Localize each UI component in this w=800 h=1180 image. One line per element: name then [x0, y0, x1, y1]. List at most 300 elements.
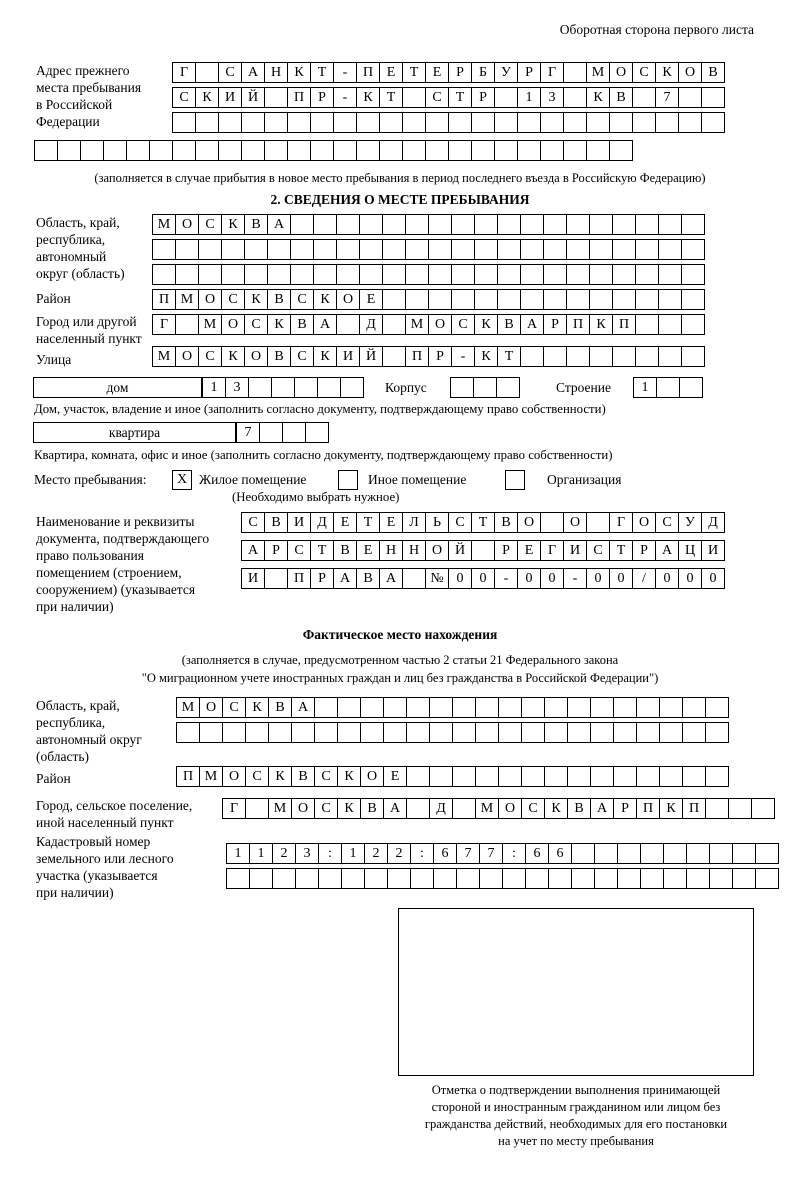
form-cell[interactable] [497, 289, 521, 310]
form-cell[interactable] [336, 239, 360, 260]
form-cell[interactable] [451, 239, 475, 260]
form-cell[interactable] [732, 843, 756, 864]
form-cell[interactable]: 6 [525, 843, 549, 864]
form-cell[interactable] [294, 377, 318, 398]
form-cell[interactable] [429, 766, 453, 787]
form-cell[interactable] [686, 843, 710, 864]
form-cell[interactable] [471, 140, 495, 161]
form-cell[interactable] [452, 798, 476, 819]
form-cell[interactable] [221, 264, 245, 285]
form-cell[interactable] [313, 239, 337, 260]
form-cell[interactable] [244, 264, 268, 285]
form-cell[interactable]: К [287, 62, 311, 83]
form-cell[interactable] [705, 697, 729, 718]
form-cell[interactable] [475, 722, 499, 743]
form-cell[interactable]: В [356, 568, 380, 589]
form-cell[interactable]: 7 [655, 87, 679, 108]
form-cell[interactable]: С [314, 798, 338, 819]
form-cell[interactable]: Р [494, 540, 518, 561]
form-cell[interactable] [333, 112, 357, 133]
form-cell[interactable] [473, 377, 497, 398]
form-cell[interactable] [705, 722, 729, 743]
form-cell[interactable] [176, 722, 200, 743]
form-cell[interactable]: 6 [548, 843, 572, 864]
form-cell[interactable] [544, 766, 568, 787]
form-cell[interactable] [682, 722, 706, 743]
stay-type-organization-checkbox[interactable] [505, 470, 525, 490]
form-cell[interactable] [502, 868, 526, 889]
form-cell[interactable] [451, 289, 475, 310]
form-cell[interactable] [341, 868, 365, 889]
form-cell[interactable] [336, 314, 360, 335]
form-cell[interactable] [222, 722, 246, 743]
form-cell[interactable]: Е [383, 766, 407, 787]
form-cell[interactable]: В [701, 62, 725, 83]
form-cell[interactable] [359, 239, 383, 260]
form-cell[interactable]: И [563, 540, 587, 561]
form-cell[interactable] [245, 722, 269, 743]
form-cell[interactable]: С [632, 62, 656, 83]
form-cell[interactable] [295, 868, 319, 889]
form-cell[interactable] [540, 140, 564, 161]
form-cell[interactable] [681, 314, 705, 335]
form-cell[interactable] [406, 722, 430, 743]
form-cell[interactable] [681, 239, 705, 260]
form-cell[interactable]: Т [448, 87, 472, 108]
form-cell[interactable]: В [268, 697, 292, 718]
form-cell[interactable] [498, 697, 522, 718]
form-cell[interactable]: К [474, 314, 498, 335]
form-cell[interactable]: Т [402, 62, 426, 83]
form-cell[interactable] [497, 214, 521, 235]
form-cell[interactable]: - [494, 568, 518, 589]
form-cell[interactable]: О [222, 766, 246, 787]
form-cell[interactable] [494, 112, 518, 133]
form-cell[interactable]: С [425, 87, 449, 108]
form-cell[interactable] [382, 214, 406, 235]
form-cell[interactable] [705, 798, 729, 819]
form-cell[interactable]: А [655, 540, 679, 561]
form-cell[interactable] [681, 346, 705, 367]
form-cell[interactable] [566, 289, 590, 310]
form-cell[interactable] [640, 868, 664, 889]
form-cell[interactable] [471, 540, 495, 561]
form-cell[interactable]: / [632, 568, 656, 589]
city-row[interactable] [152, 314, 704, 335]
form-cell[interactable]: Р [543, 314, 567, 335]
form-cell[interactable]: Е [379, 512, 403, 533]
form-cell[interactable] [589, 264, 613, 285]
form-cell[interactable]: 3 [295, 843, 319, 864]
form-cell[interactable] [656, 377, 680, 398]
form-cell[interactable]: О [291, 798, 315, 819]
form-cell[interactable] [655, 112, 679, 133]
form-cell[interactable] [755, 843, 779, 864]
form-cell[interactable] [517, 140, 541, 161]
form-cell[interactable] [613, 697, 637, 718]
stroenie-cells[interactable] [633, 377, 702, 398]
form-cell[interactable] [612, 214, 636, 235]
form-cell[interactable] [267, 239, 291, 260]
form-cell[interactable] [271, 377, 295, 398]
form-cell[interactable] [475, 766, 499, 787]
prev-address-row-2[interactable] [172, 87, 724, 108]
form-cell[interactable]: О [175, 346, 199, 367]
form-cell[interactable]: А [241, 62, 265, 83]
form-cell[interactable] [474, 289, 498, 310]
form-cell[interactable] [425, 112, 449, 133]
cadastral-row-2[interactable] [226, 868, 778, 889]
form-cell[interactable]: О [678, 62, 702, 83]
form-cell[interactable] [563, 112, 587, 133]
form-cell[interactable]: К [589, 314, 613, 335]
form-cell[interactable] [525, 868, 549, 889]
form-cell[interactable] [336, 264, 360, 285]
form-cell[interactable] [543, 239, 567, 260]
form-cell[interactable] [282, 422, 306, 443]
form-cell[interactable] [635, 264, 659, 285]
form-cell[interactable] [563, 62, 587, 83]
prev-address-row-4[interactable] [34, 140, 632, 161]
form-cell[interactable] [681, 214, 705, 235]
form-cell[interactable]: 0 [540, 568, 564, 589]
form-cell[interactable]: 1 [226, 843, 250, 864]
form-cell[interactable] [701, 87, 725, 108]
form-cell[interactable]: Д [359, 314, 383, 335]
form-cell[interactable]: Б [471, 62, 495, 83]
form-cell[interactable]: 0 [448, 568, 472, 589]
form-cell[interactable]: К [337, 766, 361, 787]
form-cell[interactable] [612, 289, 636, 310]
form-cell[interactable] [678, 112, 702, 133]
form-cell[interactable] [567, 697, 591, 718]
form-cell[interactable] [359, 214, 383, 235]
form-cell[interactable] [356, 112, 380, 133]
form-cell[interactable] [290, 239, 314, 260]
form-cell[interactable]: К [313, 289, 337, 310]
form-cell[interactable] [681, 264, 705, 285]
form-cell[interactable]: О [244, 346, 268, 367]
form-cell[interactable]: О [198, 289, 222, 310]
form-cell[interactable] [496, 377, 520, 398]
form-cell[interactable] [313, 214, 337, 235]
form-cell[interactable] [450, 377, 474, 398]
form-cell[interactable] [589, 346, 613, 367]
stay-type-other-checkbox[interactable] [338, 470, 358, 490]
form-cell[interactable]: С [198, 214, 222, 235]
form-cell[interactable]: В [567, 798, 591, 819]
form-cell[interactable]: - [451, 346, 475, 367]
form-cell[interactable] [429, 697, 453, 718]
form-cell[interactable]: В [360, 798, 384, 819]
form-cell[interactable]: 0 [517, 568, 541, 589]
form-cell[interactable] [448, 112, 472, 133]
form-cell[interactable] [406, 798, 430, 819]
form-cell[interactable]: 0 [586, 568, 610, 589]
form-cell[interactable]: 0 [655, 568, 679, 589]
form-cell[interactable]: 0 [609, 568, 633, 589]
form-cell[interactable] [383, 697, 407, 718]
form-cell[interactable] [636, 722, 660, 743]
form-cell[interactable]: 0 [471, 568, 495, 589]
form-cell[interactable]: О [175, 214, 199, 235]
form-cell[interactable]: О [632, 512, 656, 533]
form-cell[interactable] [318, 868, 342, 889]
document-row-1[interactable] [241, 512, 724, 533]
form-cell[interactable] [314, 697, 338, 718]
form-cell[interactable]: 7 [236, 422, 260, 443]
form-cell[interactable]: М [176, 697, 200, 718]
form-cell[interactable]: К [659, 798, 683, 819]
form-cell[interactable]: О [498, 798, 522, 819]
form-cell[interactable] [590, 766, 614, 787]
form-cell[interactable] [218, 140, 242, 161]
form-cell[interactable]: П [287, 87, 311, 108]
form-cell[interactable] [521, 722, 545, 743]
actual-region-row-1[interactable] [176, 697, 728, 718]
form-cell[interactable]: С [290, 289, 314, 310]
form-cell[interactable] [474, 239, 498, 260]
form-cell[interactable]: А [520, 314, 544, 335]
form-cell[interactable]: Л [402, 512, 426, 533]
form-cell[interactable] [245, 798, 269, 819]
form-cell[interactable] [267, 264, 291, 285]
form-cell[interactable] [679, 377, 703, 398]
form-cell[interactable] [566, 214, 590, 235]
form-cell[interactable] [244, 239, 268, 260]
form-cell[interactable] [402, 87, 426, 108]
form-cell[interactable]: С [314, 766, 338, 787]
house-cells[interactable] [202, 377, 363, 398]
form-cell[interactable]: Н [379, 540, 403, 561]
form-cell[interactable] [402, 568, 426, 589]
form-cell[interactable] [709, 868, 733, 889]
form-cell[interactable]: М [405, 314, 429, 335]
form-cell[interactable]: К [221, 346, 245, 367]
form-cell[interactable] [364, 868, 388, 889]
form-cell[interactable] [340, 377, 364, 398]
form-cell[interactable] [520, 264, 544, 285]
form-cell[interactable] [305, 422, 329, 443]
form-cell[interactable]: М [268, 798, 292, 819]
form-cell[interactable] [405, 239, 429, 260]
form-cell[interactable] [172, 112, 196, 133]
form-cell[interactable] [566, 346, 590, 367]
form-cell[interactable] [402, 112, 426, 133]
form-cell[interactable]: Д [429, 798, 453, 819]
form-cell[interactable] [594, 843, 618, 864]
prev-address-row-1[interactable] [172, 62, 724, 83]
form-cell[interactable]: Е [359, 289, 383, 310]
form-cell[interactable]: 3 [540, 87, 564, 108]
form-cell[interactable]: Н [264, 62, 288, 83]
form-cell[interactable] [543, 214, 567, 235]
form-cell[interactable] [567, 766, 591, 787]
form-cell[interactable] [682, 697, 706, 718]
form-cell[interactable]: В [267, 346, 291, 367]
form-cell[interactable]: П [682, 798, 706, 819]
form-cell[interactable] [172, 140, 196, 161]
form-cell[interactable] [589, 239, 613, 260]
form-cell[interactable]: С [521, 798, 545, 819]
form-cell[interactable] [705, 766, 729, 787]
form-cell[interactable] [291, 722, 315, 743]
form-cell[interactable]: 1 [341, 843, 365, 864]
form-cell[interactable] [544, 697, 568, 718]
form-cell[interactable] [428, 264, 452, 285]
form-cell[interactable]: С [218, 62, 242, 83]
form-cell[interactable] [382, 314, 406, 335]
form-cell[interactable]: К [267, 314, 291, 335]
form-cell[interactable]: М [198, 314, 222, 335]
form-cell[interactable]: А [383, 798, 407, 819]
form-cell[interactable]: Р [517, 62, 541, 83]
form-cell[interactable]: А [241, 540, 265, 561]
form-cell[interactable]: Р [428, 346, 452, 367]
form-cell[interactable]: У [678, 512, 702, 533]
form-cell[interactable] [686, 868, 710, 889]
form-cell[interactable] [337, 722, 361, 743]
form-cell[interactable] [479, 868, 503, 889]
form-cell[interactable] [382, 239, 406, 260]
form-cell[interactable]: Р [310, 568, 334, 589]
form-cell[interactable] [218, 112, 242, 133]
form-cell[interactable] [264, 87, 288, 108]
form-cell[interactable]: К [195, 87, 219, 108]
form-cell[interactable] [264, 568, 288, 589]
form-cell[interactable]: Е [425, 62, 449, 83]
form-cell[interactable]: С [244, 314, 268, 335]
form-cell[interactable] [264, 112, 288, 133]
form-cell[interactable]: С [172, 87, 196, 108]
form-cell[interactable] [317, 377, 341, 398]
form-cell[interactable] [195, 112, 219, 133]
form-cell[interactable] [609, 112, 633, 133]
form-cell[interactable] [617, 868, 641, 889]
form-cell[interactable]: К [221, 214, 245, 235]
form-cell[interactable] [405, 289, 429, 310]
form-cell[interactable]: 1 [517, 87, 541, 108]
region-row-2[interactable] [152, 239, 704, 260]
form-cell[interactable] [663, 843, 687, 864]
form-cell[interactable] [405, 214, 429, 235]
form-cell[interactable]: Е [517, 540, 541, 561]
form-cell[interactable] [287, 112, 311, 133]
form-cell[interactable] [663, 868, 687, 889]
form-cell[interactable]: П [152, 289, 176, 310]
form-cell[interactable]: 1 [202, 377, 226, 398]
form-cell[interactable] [658, 346, 682, 367]
form-cell[interactable] [471, 112, 495, 133]
form-cell[interactable] [658, 289, 682, 310]
form-cell[interactable]: Г [540, 540, 564, 561]
form-cell[interactable]: 2 [387, 843, 411, 864]
form-cell[interactable] [448, 140, 472, 161]
form-cell[interactable]: К [337, 798, 361, 819]
form-cell[interactable] [636, 697, 660, 718]
form-cell[interactable]: М [152, 214, 176, 235]
form-cell[interactable]: И [701, 540, 725, 561]
form-cell[interactable] [590, 697, 614, 718]
form-cell[interactable] [379, 140, 403, 161]
form-cell[interactable] [613, 722, 637, 743]
form-cell[interactable]: М [475, 798, 499, 819]
form-cell[interactable]: М [175, 289, 199, 310]
street-row[interactable] [152, 346, 704, 367]
form-cell[interactable] [382, 346, 406, 367]
form-cell[interactable]: В [290, 314, 314, 335]
form-cell[interactable]: Д [701, 512, 725, 533]
form-cell[interactable]: 7 [456, 843, 480, 864]
form-cell[interactable]: О [609, 62, 633, 83]
form-cell[interactable] [379, 112, 403, 133]
form-cell[interactable] [425, 140, 449, 161]
form-cell[interactable]: Т [379, 87, 403, 108]
form-cell[interactable] [728, 798, 752, 819]
form-cell[interactable] [360, 697, 384, 718]
form-cell[interactable] [336, 214, 360, 235]
form-cell[interactable]: С [287, 540, 311, 561]
form-cell[interactable] [221, 239, 245, 260]
form-cell[interactable] [709, 843, 733, 864]
form-cell[interactable] [751, 798, 775, 819]
form-cell[interactable]: В [494, 512, 518, 533]
form-cell[interactable]: Ь [425, 512, 449, 533]
form-cell[interactable]: К [474, 346, 498, 367]
form-cell[interactable] [126, 140, 150, 161]
form-cell[interactable]: 3 [225, 377, 249, 398]
stay-type-residential-checkbox[interactable]: Х [172, 470, 192, 490]
form-cell[interactable]: П [405, 346, 429, 367]
form-cell[interactable] [310, 112, 334, 133]
form-cell[interactable] [410, 868, 434, 889]
form-cell[interactable] [586, 112, 610, 133]
stamp-box[interactable] [398, 908, 754, 1076]
form-cell[interactable] [659, 722, 683, 743]
form-cell[interactable]: В [264, 512, 288, 533]
form-cell[interactable]: К [544, 798, 568, 819]
form-cell[interactable]: А [333, 568, 357, 589]
form-cell[interactable] [590, 722, 614, 743]
form-cell[interactable] [636, 766, 660, 787]
form-cell[interactable]: Р [310, 87, 334, 108]
form-cell[interactable]: И [241, 568, 265, 589]
form-cell[interactable] [175, 239, 199, 260]
form-cell[interactable]: Г [222, 798, 246, 819]
form-cell[interactable] [755, 868, 779, 889]
form-cell[interactable] [290, 264, 314, 285]
form-cell[interactable]: П [176, 766, 200, 787]
form-cell[interactable]: 1 [249, 843, 273, 864]
form-cell[interactable] [548, 868, 572, 889]
form-cell[interactable] [543, 289, 567, 310]
form-cell[interactable]: К [655, 62, 679, 83]
form-cell[interactable]: 0 [701, 568, 725, 589]
form-cell[interactable] [563, 87, 587, 108]
korpus-cells[interactable] [450, 377, 519, 398]
form-cell[interactable] [543, 346, 567, 367]
form-cell[interactable]: В [609, 87, 633, 108]
form-cell[interactable]: О [428, 314, 452, 335]
form-cell[interactable] [406, 766, 430, 787]
form-cell[interactable] [567, 722, 591, 743]
document-row-2[interactable] [241, 540, 724, 561]
form-cell[interactable] [632, 87, 656, 108]
form-cell[interactable]: - [333, 87, 357, 108]
form-cell[interactable]: С [222, 697, 246, 718]
form-cell[interactable] [452, 697, 476, 718]
form-cell[interactable] [563, 140, 587, 161]
